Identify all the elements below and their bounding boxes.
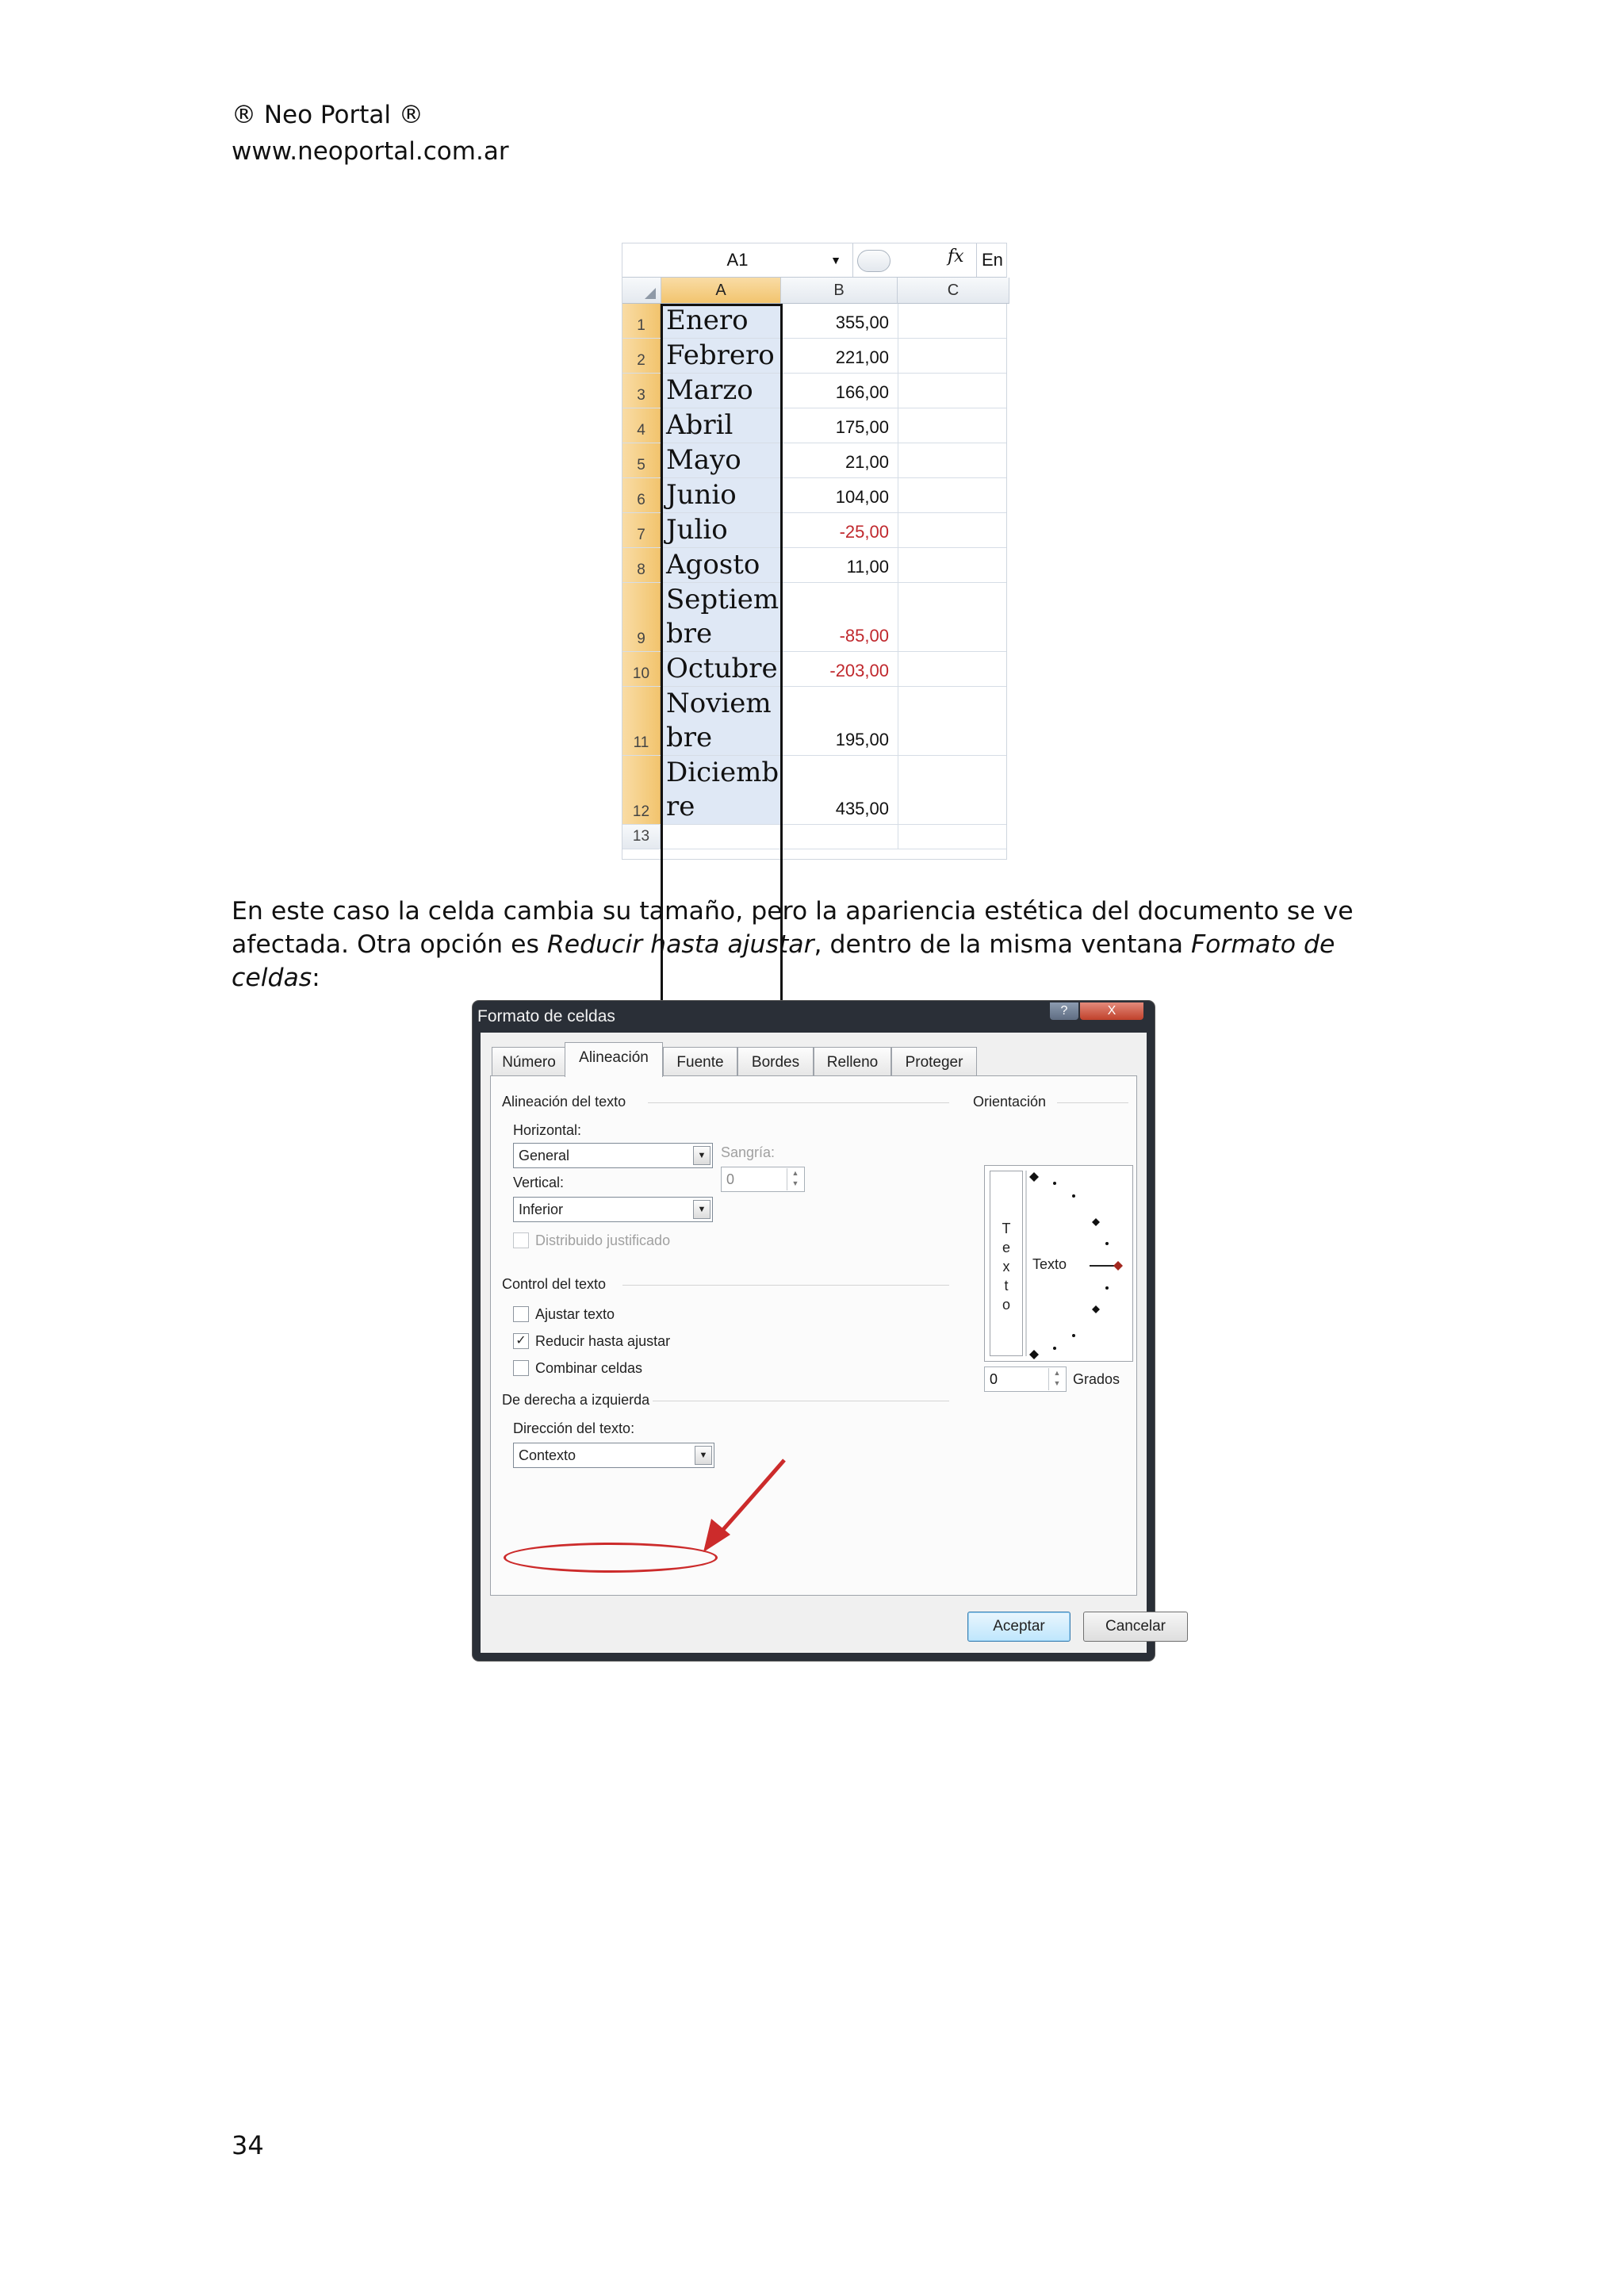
cell-c[interactable] [898,687,1009,755]
table-row [622,687,1006,756]
name-box-value: A1 [726,250,749,270]
row-header[interactable]: 1 [622,304,661,338]
cell-c[interactable] [898,825,1009,849]
alignment-panel [490,1075,1137,1596]
arrow-shaft [714,1460,784,1539]
dial-dot [1072,1334,1075,1337]
dial-top-marker-icon [1029,1172,1039,1182]
row-header[interactable]: 7 [622,513,661,547]
direccion-label: Dirección del texto: [513,1420,635,1436]
direccion-value: Contexto [519,1447,576,1463]
table-row [622,825,1006,849]
cell-c[interactable] [898,652,1009,686]
cell-c[interactable] [898,478,1009,512]
cell-a-line: Mayo [666,444,741,476]
group-text-alignment: Alineación del texto [502,1094,626,1110]
cell-a-line: re [666,791,695,822]
cell-b[interactable]: 355,00 [781,304,897,338]
tab-fuente[interactable]: Fuente [663,1047,737,1075]
dialog-body [481,1033,1166,1653]
cell-c[interactable] [898,374,1009,408]
cell-c[interactable] [898,304,1009,338]
cell-a-line: Agosto [666,549,760,581]
cell-a-line: bre [666,722,713,753]
cell-b[interactable]: -25,00 [781,513,897,547]
cell-a-line: Febrero [666,339,775,371]
cell-a-line: Noviem [666,688,772,719]
cell-a-line: bre [666,618,713,650]
row-header[interactable]: 13 [622,825,661,849]
table-row [622,443,1006,478]
orientation-box[interactable] [984,1165,1133,1362]
cell-c[interactable] [898,443,1009,477]
row-header[interactable]: 11 [622,687,661,755]
table-row [622,478,1006,513]
chevron-down-icon[interactable]: ▼ [695,1446,712,1465]
cell-c[interactable] [898,583,1009,651]
vertical-text-letter: e [1002,1240,1010,1255]
name-box[interactable] [622,243,853,277]
vertical-text-letter: T [1002,1221,1011,1236]
tab-alineacion[interactable]: Alineación [565,1042,663,1077]
grados-label: Grados [1073,1371,1120,1387]
dial-handle-icon[interactable] [1113,1261,1123,1271]
row-header[interactable]: 6 [622,478,661,512]
cell-b[interactable]: -85,00 [781,583,897,651]
cell-a-line: Septiem [666,584,779,615]
cell-c[interactable] [898,339,1009,373]
cell-a-line: Octubre [666,653,778,684]
cancel-button[interactable]: Cancelar [1083,1612,1188,1642]
dial-dot [1053,1347,1056,1350]
group-orientation: Orientación [973,1094,1047,1110]
dial-upper-marker-icon [1092,1218,1100,1226]
vertical-text-letter: t [1004,1278,1009,1294]
table-row [622,652,1006,687]
para-text-2: , dentro de la misma ventana [814,930,1192,959]
sangria-input[interactable] [721,1167,805,1192]
cell-a-line: Junio [666,479,737,511]
tab-numero[interactable]: Número [492,1047,566,1075]
formula-expand-button[interactable] [857,250,891,272]
cell-a-line: Enero [666,305,749,336]
cell-b[interactable]: 104,00 [781,478,897,512]
cell-a[interactable] [661,825,780,849]
distribuido-label: Distribuido justificado [535,1232,671,1248]
accept-button[interactable]: Aceptar [967,1612,1071,1642]
formula-content[interactable]: En [976,243,1003,277]
cell-b[interactable]: 21,00 [781,443,897,477]
dial-dot [1072,1194,1075,1198]
page-header [232,97,509,170]
table-row [622,374,1006,408]
cell-b[interactable]: 175,00 [781,408,897,443]
close-button[interactable]: X [1080,1002,1143,1020]
sangria-label: Sangría: [721,1144,776,1160]
row-header[interactable]: 12 [622,756,661,824]
vertical-text-letter: o [1002,1297,1010,1313]
format-cells-dialog [473,1001,1166,1661]
sangria-value: 0 [726,1171,735,1187]
vertical-text-letter: x [1002,1259,1010,1274]
grados-value: 0 [990,1371,998,1387]
header-url: www.neoportal.com.ar [232,137,509,166]
cell-a[interactable] [661,478,780,512]
para-text-3: : [312,964,320,992]
tab-relleno[interactable]: Relleno [814,1047,891,1075]
horizontal-label: Horizontal: [513,1122,582,1138]
direccion-select[interactable] [513,1443,714,1468]
column-header-c[interactable]: C [898,278,1009,304]
dial-text-label: Texto [1032,1256,1067,1272]
para-text-1: En este caso la celda cambia su tamaño, pero la apariencia estética del documento se ve afectada. Otra opción es [232,897,1354,959]
cell-a[interactable] [661,652,780,686]
grados-input[interactable] [984,1366,1067,1392]
chevron-down-icon[interactable]: ▼ [693,1146,710,1165]
table-row [622,339,1006,374]
function-icon[interactable]: fx [948,247,964,266]
table-row [622,548,1006,583]
row-header[interactable]: 8 [622,548,661,582]
cell-b[interactable]: 221,00 [781,339,897,373]
vertical-select[interactable] [513,1197,713,1222]
body-paragraph [232,895,1421,995]
para-italic-2: Formato de celdas [232,930,1335,992]
tab-proteger[interactable]: Proteger [891,1047,977,1075]
dial-lower-marker-icon [1092,1305,1100,1313]
cell-a[interactable] [661,339,780,373]
row-header[interactable]: 5 [622,443,661,477]
vertical-value: Inferior [519,1202,564,1217]
help-button[interactable]: ? [1050,1002,1078,1020]
cell-a[interactable] [661,304,780,338]
table-row [622,756,1006,825]
chevron-down-icon: ▼ [830,254,841,266]
cell-a[interactable] [661,548,780,582]
column-header-b[interactable]: B [781,278,898,304]
table-row [622,304,1006,339]
cell-c[interactable] [898,408,1009,443]
cell-a-line: Diciemb [666,757,779,788]
row-header[interactable]: 3 [622,374,661,408]
row-header[interactable]: 2 [622,339,661,373]
dial-dot [1105,1286,1109,1290]
combinar-checkbox[interactable] [513,1360,529,1376]
cell-a[interactable] [661,443,780,477]
column-header-a[interactable]: A [661,278,781,304]
spin-arrows-icon[interactable]: ▲ ▼ [1048,1368,1065,1390]
tab-bordes[interactable]: Bordes [737,1047,814,1075]
dial-dot [1053,1182,1056,1185]
cell-c[interactable] [898,756,1009,824]
reducir-checkbox[interactable]: ✓ [513,1333,529,1349]
header-brand: ® Neo Portal ® [232,101,423,129]
ajustar-texto-checkbox[interactable] [513,1306,529,1322]
cell-b[interactable]: 195,00 [781,687,897,755]
cell-b[interactable]: 11,00 [781,548,897,582]
cell-b[interactable]: -203,00 [781,652,897,686]
cell-b[interactable]: 435,00 [781,756,897,824]
vertical-label: Vertical: [513,1175,565,1190]
combinar-label: Combinar celdas [535,1360,643,1376]
formula-bar [622,243,1006,278]
row-header[interactable]: 10 [622,652,661,686]
cell-a[interactable] [661,374,780,408]
cell-a[interactable] [661,756,780,824]
cell-b[interactable]: 166,00 [781,374,897,408]
spin-arrows-icon[interactable]: ▲ ▼ [787,1168,803,1190]
page-number: 34 [232,2130,264,2160]
dial-dot [1105,1242,1109,1245]
cell-a[interactable] [661,513,780,547]
table-row [622,583,1006,652]
dial-bottom-marker-icon [1029,1350,1039,1359]
cell-b[interactable] [781,825,897,849]
row-header[interactable]: 4 [622,408,661,443]
select-all-corner[interactable] [622,278,661,304]
cell-c[interactable] [898,513,1009,547]
group-text-control: Control del texto [502,1276,607,1292]
highlight-ellipse [504,1543,718,1573]
horizontal-value: General [519,1148,570,1163]
cell-a-line: Julio [666,514,728,546]
cell-a[interactable] [661,583,780,651]
ajustar-texto-label: Ajustar texto [535,1306,615,1322]
cell-a-line: Marzo [666,374,753,406]
group-rtl: De derecha a izquierda [502,1392,650,1408]
cell-a[interactable] [661,687,780,755]
table-row [622,408,1006,443]
table-row [622,513,1006,548]
chevron-down-icon[interactable]: ▼ [693,1200,710,1219]
cell-c[interactable] [898,548,1009,582]
cell-a-line: Abril [666,409,733,441]
reducir-label: Reducir hasta ajustar [535,1333,671,1349]
annotation-arrow-icon [697,1449,856,1560]
cell-a[interactable] [661,408,780,443]
para-italic-1: Reducir hasta ajustar [546,930,814,959]
distribuido-checkbox[interactable] [513,1232,529,1248]
row-header[interactable]: 9 [622,583,661,651]
spreadsheet-screenshot [622,243,1007,860]
dialog-title: Formato de celdas [477,1007,615,1025]
horizontal-select[interactable] [513,1143,713,1168]
